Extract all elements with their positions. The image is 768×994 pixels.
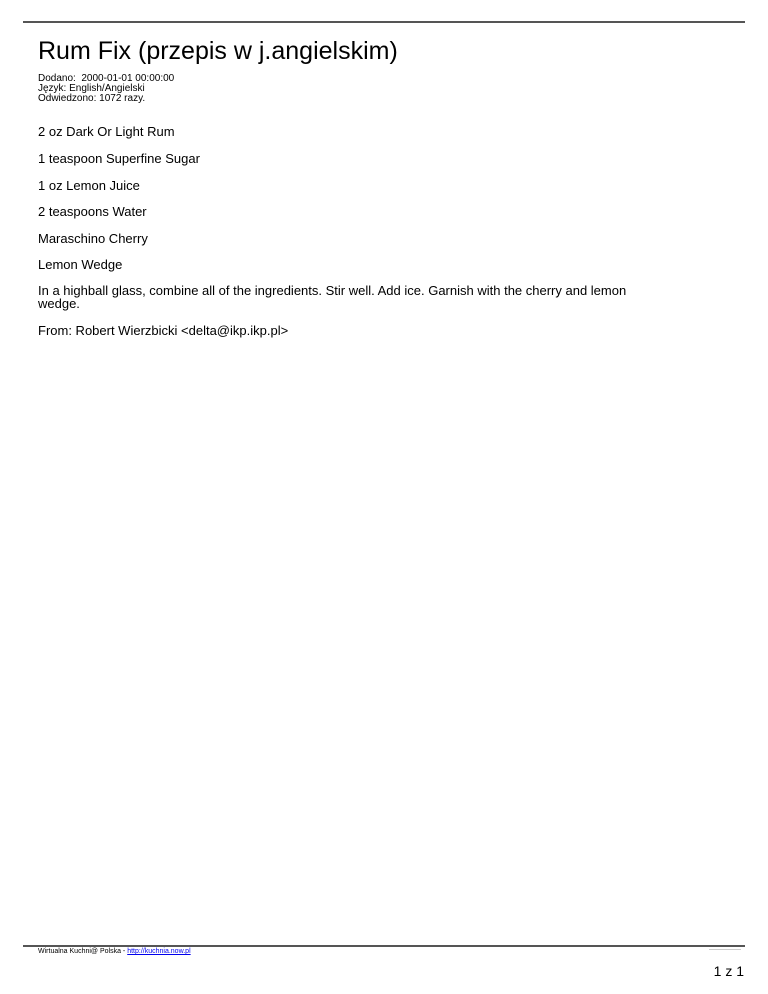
added-date: Dodano: 2000-01-01 00:00:00	[38, 73, 175, 84]
footer-site-link[interactable]: http://kuchnia.now.pl	[127, 948, 191, 955]
ingredient-item: Maraschino Cherry	[38, 231, 148, 246]
instructions: In a highball glass, combine all of the ingredients. Stir well. Add ice. Garnish with the cherry and lemon wedge.	[38, 283, 627, 311]
visit-count: Odwiedzono: 1072 razy.	[38, 93, 146, 104]
ingredient-item: Lemon Wedge	[38, 257, 123, 272]
footer	[38, 948, 191, 956]
ingredient-item: 2 oz Dark Or Light Rum	[38, 124, 175, 139]
language: Język: English/Angielski	[38, 83, 145, 94]
recipe-source: From: Robert Wierzbicki <delta@ikp.ikp.pl>	[38, 323, 289, 338]
ingredient-item: 1 teaspoon Superfine Sugar	[38, 151, 200, 166]
top-divider	[23, 21, 745, 23]
bottom-divider	[23, 945, 745, 947]
page-title: Rum Fix (przepis w j.angielskim)	[38, 37, 398, 65]
footer-site-text: Wirtualna Kuchni@ Polska -	[38, 948, 128, 955]
page-number: 1 z 1	[713, 963, 744, 979]
ingredient-item: 2 teaspoons Water	[38, 204, 147, 219]
footer-mark	[709, 949, 741, 950]
recipe-meta	[38, 74, 174, 104]
ingredient-item: 1 oz Lemon Juice	[38, 178, 140, 193]
